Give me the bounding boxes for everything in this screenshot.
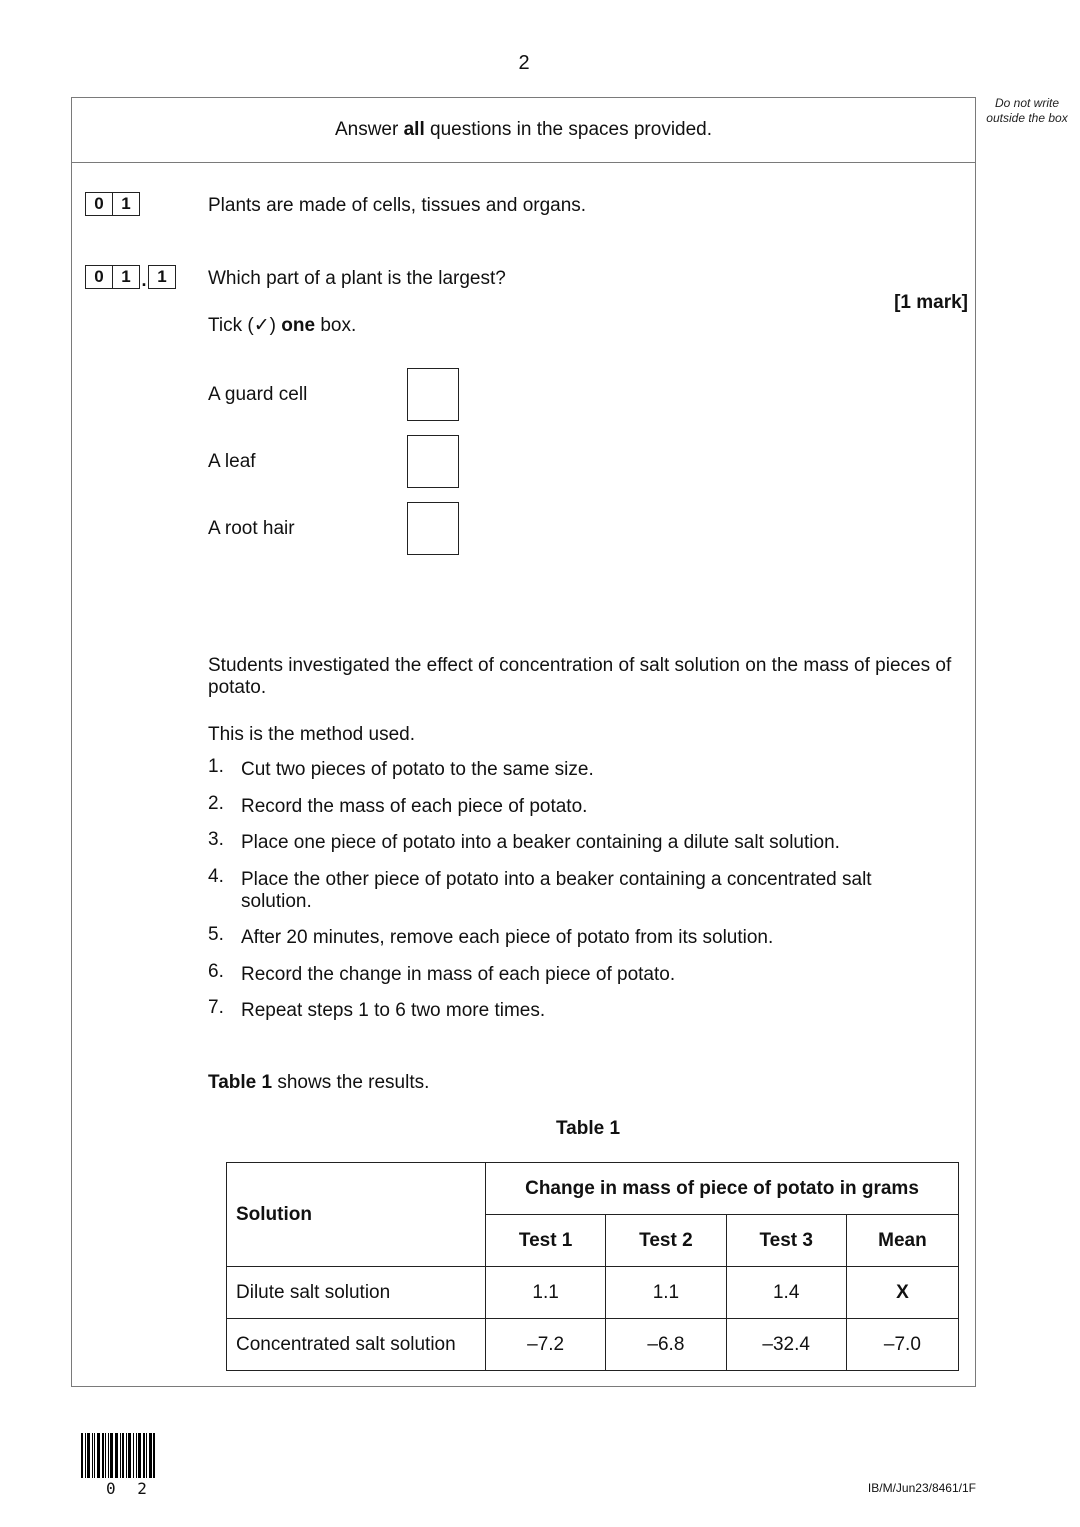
header-test-3: Test 3 (726, 1215, 846, 1267)
method-steps (208, 756, 948, 1037)
question-dot: . (141, 270, 147, 290)
method-step (208, 792, 948, 818)
option-label-guard-cell: A guard cell (208, 384, 308, 405)
question-digit: 0 (85, 265, 113, 289)
step-text: After 20 minutes, remove each piece of potato from its solution. (241, 927, 774, 948)
step-number: 4. (208, 865, 224, 887)
tickbox-guard-cell[interactable] (407, 368, 459, 421)
option-label-leaf: A leaf (208, 451, 256, 472)
method-heading: This is the method used. (208, 724, 415, 745)
cell-value: –7.2 (486, 1319, 606, 1371)
question-part: 1 (148, 265, 176, 289)
method-step (208, 997, 948, 1022)
barcode-digits: 0 2 (106, 1479, 153, 1498)
step-number: 2. (208, 792, 224, 814)
method-step (208, 756, 948, 781)
step-text: Record the mass of each piece of potato. (241, 795, 588, 817)
mark-allocation: [1 mark] (894, 292, 968, 313)
tickbox-root-hair[interactable] (407, 502, 459, 555)
row-label: Dilute salt solution (227, 1267, 486, 1319)
option-label-root-hair: A root hair (208, 518, 295, 539)
table-caption: Table 1 (555, 1118, 621, 1139)
cell-value: –6.8 (606, 1319, 726, 1371)
header-test-2: Test 2 (606, 1215, 726, 1267)
barcode-icon (81, 1433, 157, 1478)
instructions-banner (71, 97, 976, 163)
step-number: 3. (208, 829, 224, 850)
step-number: 6. (208, 960, 224, 982)
context-intro: Students investigated the effect of concentration of salt solution on the mass of pieces of potato. (208, 655, 952, 698)
instructions-prefix: Answer (334, 118, 404, 140)
instructions-bold: all (403, 118, 425, 140)
header-mean: Mean (846, 1215, 958, 1267)
question-number-01-1 (85, 265, 176, 289)
method-step (208, 924, 948, 949)
table-reference-bold: Table 1 (208, 1072, 273, 1093)
question-number-01 (85, 192, 140, 216)
method-step (208, 865, 948, 913)
page-number: 2 (518, 52, 530, 74)
paper-reference: IB/M/Jun23/8461/1F (867, 1481, 976, 1495)
table-reference-suffix: shows the results. (272, 1072, 430, 1093)
table-reference (208, 1072, 429, 1094)
tick-instruction-suffix: box. (315, 315, 357, 336)
tickbox-leaf[interactable] (407, 435, 459, 488)
step-number: 1. (208, 756, 224, 777)
question-digit: 1 (113, 192, 140, 216)
tick-instruction (208, 315, 356, 337)
step-number: 5. (208, 924, 224, 945)
table-row (227, 1319, 959, 1371)
row-label: Concentrated salt solution (227, 1319, 486, 1371)
question-digit: 1 (113, 265, 140, 289)
results-table (226, 1162, 959, 1371)
header-change-in-mass: Change in mass of piece of potato in grams (486, 1163, 959, 1215)
question-prompt: Which part of a plant is the largest? (208, 268, 506, 289)
margin-note: Do not write outside the box (986, 96, 1068, 125)
header-test-1: Test 1 (486, 1215, 606, 1267)
cell-value: 1.4 (726, 1267, 846, 1319)
step-number: 7. (208, 997, 224, 1018)
step-text: Cut two pieces of potato to the same size. (241, 759, 594, 780)
tick-instruction-prefix: Tick (✓) (208, 315, 282, 336)
cell-value: –7.0 (846, 1319, 958, 1371)
cell-value: 1.1 (606, 1267, 726, 1319)
instructions-suffix: questions in the spaces provided. (424, 118, 713, 140)
step-text: Record the change in mass of each piece of potato. (241, 963, 676, 985)
step-text: Place one piece of potato into a beaker containing a dilute salt solution. (241, 832, 840, 853)
method-step (208, 960, 948, 986)
method-step (208, 829, 948, 854)
question-stem: Plants are made of cells, tissues and organs. (208, 195, 587, 216)
step-text: Place the other piece of potato into a beaker containing a concentrated salt solution. (241, 868, 872, 912)
tick-instruction-bold: one (281, 315, 316, 336)
question-digit: 0 (85, 192, 113, 216)
cell-value: –32.4 (726, 1319, 846, 1371)
header-solution: Solution (227, 1163, 486, 1267)
table-row (227, 1267, 959, 1319)
cell-value: 1.1 (486, 1267, 606, 1319)
cell-mean-unknown: X (846, 1267, 958, 1319)
step-text: Repeat steps 1 to 6 two more times. (241, 1000, 546, 1021)
